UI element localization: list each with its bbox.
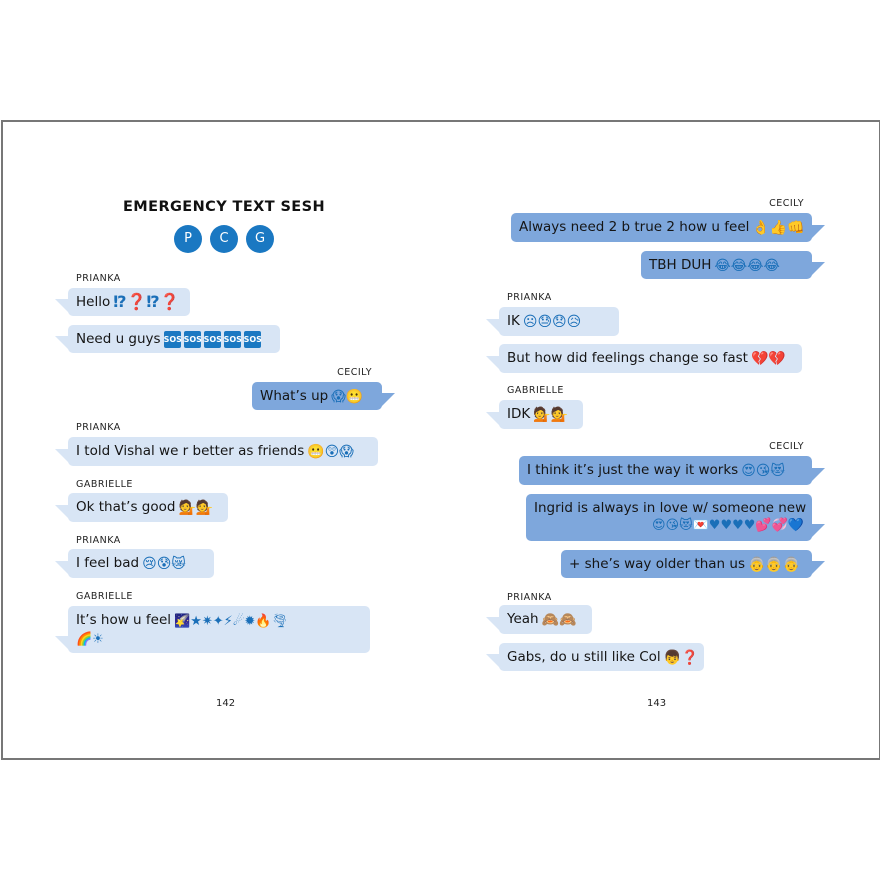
boy-question-emoji-icon: 👦❓ <box>663 650 699 666</box>
sender-label: CECILY <box>337 367 372 378</box>
older-woman-emoji-icon: 👵👵👵 <box>748 557 801 573</box>
interrobang-question-emoji-icon: ⁉❓⁉❓ <box>113 292 180 311</box>
message-bubble <box>68 325 280 353</box>
message-text: But how did feelings change so fast <box>507 350 748 366</box>
broken-heart-emoji-icon: 💔💔 <box>750 351 786 367</box>
sender-label: PRIANKA <box>76 273 121 284</box>
heart-eyes-kiss-cat-emoji-icon: 😍😘😻 <box>741 463 785 479</box>
message-bubble <box>68 437 378 466</box>
participant-avatar-c: C <box>210 225 238 253</box>
sender-label: CECILY <box>769 441 804 452</box>
ok-thumbsup-fist-emoji-icon: 👌👍👊 <box>752 220 805 236</box>
message-text: Gabs, do u still like Col <box>507 649 661 665</box>
sad-faces-emoji-icon: ☹😓😞😥 <box>522 314 582 330</box>
tears-of-joy-emoji-icon: 😂😂😂😂 <box>714 258 780 274</box>
info-desk-person-emoji-icon: 💁💁 <box>533 407 569 423</box>
info-desk-person-emoji-icon: 💁💁 <box>178 500 214 516</box>
participant-avatar-p: P <box>174 225 202 253</box>
message-bubble <box>68 493 228 522</box>
message-bubble <box>641 251 812 279</box>
message-text: Always need 2 b true 2 how u feel <box>519 219 750 235</box>
sender-label: GABRIELLE <box>507 385 564 396</box>
stars-sparkles-fire-emoji-icon: 🌠★✷✦⚡☄✹🔥🌪 <box>174 614 289 629</box>
message-text: Ingrid is always in love w/ someone new <box>534 500 807 516</box>
sender-label: PRIANKA <box>507 292 552 303</box>
message-bubble <box>499 344 802 373</box>
message-text: It’s how u feel <box>76 612 172 628</box>
scream-grimace-emoji-icon: 😱😬 <box>331 389 364 405</box>
message-bubble <box>68 288 190 316</box>
message-text: IDK <box>507 406 531 422</box>
message-bubble <box>499 400 583 429</box>
sender-label: GABRIELLE <box>76 479 133 490</box>
page-number-left: 142 <box>216 698 236 709</box>
sender-label: CECILY <box>769 198 804 209</box>
message-text: Ok that’s good <box>76 499 176 515</box>
message-text: What’s up <box>260 388 329 404</box>
message-bubble <box>68 606 370 653</box>
message-bubble <box>561 550 812 578</box>
sender-label: GABRIELLE <box>76 591 133 602</box>
message-text: Hello <box>76 294 111 310</box>
message-bubble <box>68 549 214 578</box>
message-bubble <box>511 213 812 242</box>
message-text: Yeah <box>507 611 539 627</box>
message-text: IK <box>507 313 520 329</box>
message-bubble <box>499 643 704 671</box>
message-bubble <box>499 307 619 336</box>
message-text: I feel bad <box>76 555 140 571</box>
message-bubble <box>519 456 812 485</box>
message-text: Need u guys <box>76 331 161 347</box>
rainbow-sun-emoji-icon: 🌈☀ <box>76 632 104 647</box>
message-text: I think it’s just the way it works <box>527 462 739 478</box>
message-text: TBH DUH <box>649 257 712 273</box>
see-no-evil-monkey-emoji-icon: 🙈🙈 <box>541 612 577 628</box>
sos-icon: SOS <box>244 331 261 348</box>
participant-avatar-g: G <box>246 225 274 253</box>
message-bubble <box>252 382 382 410</box>
message-bubble <box>526 494 812 541</box>
message-text: I told Vishal we r better as friends <box>76 443 305 459</box>
grimace-astonished-scream-emoji-icon: 😬😲😱 <box>307 444 354 460</box>
sender-label: PRIANKA <box>507 592 552 603</box>
crying-sad-cat-emoji-icon: 😢😰😿 <box>142 556 186 572</box>
sos-icon: SOS <box>224 331 241 348</box>
page-number-right: 143 <box>647 698 667 709</box>
sos-icon: SOS <box>184 331 201 348</box>
sos-icon: SOS <box>204 331 221 348</box>
sender-label: PRIANKA <box>76 422 121 433</box>
message-bubble <box>499 605 592 634</box>
sos-icon: SOS <box>164 331 181 348</box>
sender-label: PRIANKA <box>76 535 121 546</box>
message-text: + she’s way older than us <box>569 556 745 572</box>
chat-title: EMERGENCY TEXT SESH <box>123 199 325 215</box>
hearts-love-emoji-icon: 😍😘😻💌♥♥♥♥💕💞💙 <box>651 518 804 533</box>
